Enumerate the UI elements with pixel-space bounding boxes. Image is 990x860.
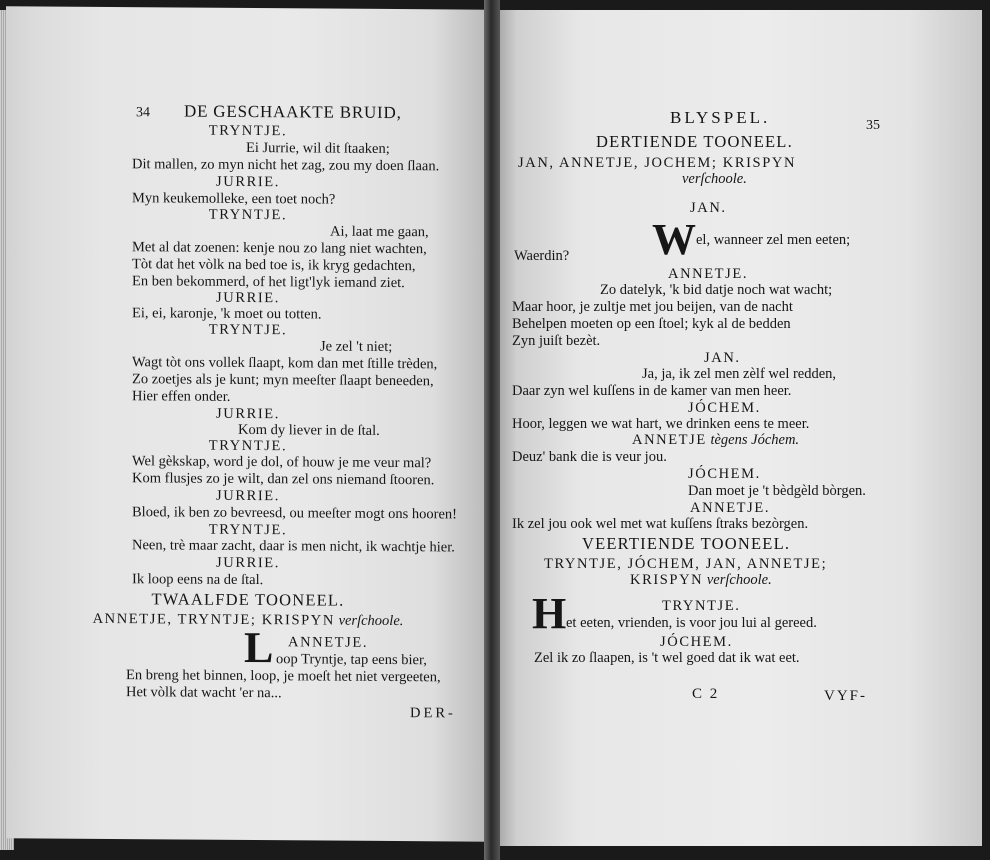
- drop-cap: W: [652, 215, 696, 264]
- drop-cap: H: [532, 589, 567, 638]
- scene-cast-line: [630, 572, 772, 588]
- verse-line: Dan moet je 't bèdgèld bòrgen.: [688, 483, 866, 499]
- scene-title: VEERTIENDE TOONEEL.: [582, 534, 791, 553]
- verse-line: Myn keukemolleke, een toet noch?: [132, 190, 336, 208]
- verse-line: Dit mallen, zo myn nicht het zag, zou my doen ſlaan.: [132, 156, 440, 175]
- scene-title: TWAALFDE TOONEEL.: [151, 589, 345, 610]
- running-head: DE GESCHAAKTE BRUID,: [184, 101, 402, 123]
- verse-line: Maar hoor, je zultje met jou beijen, van de nacht: [512, 299, 793, 315]
- signature-mark: C 2: [692, 686, 720, 702]
- verse-line: Kom flusjes zo je wilt, dan zel ons niemand ſtooren.: [132, 470, 435, 489]
- speaker-with-direction: [632, 432, 799, 448]
- page-number: 35: [866, 118, 880, 133]
- verse-line: Tòt dat het vòlk na bed toe is, ik kryg gedachten,: [132, 256, 416, 275]
- speaker: JÓCHEM.: [660, 634, 733, 650]
- verse-line: Wagt tòt ons vollek ſlaapt, kom dan met ſtille trèden,: [132, 354, 438, 373]
- verse-line: En breng het binnen, loop, je moeſt het niet vergeeten,: [126, 667, 441, 686]
- speaker: JAN.: [690, 200, 727, 216]
- speaker: JURRIE.: [216, 173, 280, 191]
- verse-line: En ben bekommerd, of het ligt'lyk iemand ziet.: [132, 273, 405, 292]
- speaker: TRYNTJE.: [208, 321, 288, 339]
- verse-line: Daar zyn wel kuſſens in de kamer van men heer.: [512, 383, 792, 399]
- scene-cast-names: KRISPYN: [630, 572, 704, 588]
- speaker: TRYNTJE.: [208, 521, 288, 539]
- verse-line: Neen, trè maar zacht, daar is men nicht, ik wachtje hier.: [132, 537, 455, 556]
- verse-line: Bloed, ik ben zo bevreesd, ou meeſter mogt ons hooren!: [132, 504, 457, 523]
- scene-cast-note: verſchoole.: [682, 171, 747, 187]
- speaker: TRYNTJE.: [208, 437, 288, 455]
- verse-line: Ik loop eens na de ſtal.: [132, 571, 264, 589]
- verse-line: Deuz' bank die is veur jou.: [512, 449, 667, 465]
- speaker: JAN.: [704, 350, 741, 366]
- verse-line: Hier effen onder.: [132, 388, 231, 405]
- verse-line: Ja, ja, ik zel men zèlf wel redden,: [642, 366, 837, 382]
- speaker: JURRIE.: [216, 405, 280, 423]
- verse-line: Met al dat zoenen: kenje nou zo lang niet wachten,: [132, 239, 427, 258]
- verse-line: Hoor, leggen we wat hart, we drinken eens te meer.: [512, 416, 810, 432]
- speaker: JURRIE.: [216, 487, 280, 505]
- verse-line: Zel ik zo ſlaapen, is 't wel goed dat ik wat eet.: [534, 650, 800, 666]
- catchword: VYF-: [824, 688, 868, 704]
- scene-title: DERTIENDE TOONEEL.: [596, 132, 793, 151]
- verse-line: oop Tryntje, tap eens bier,: [276, 651, 427, 669]
- speaker: TRYNTJE.: [208, 122, 288, 140]
- speaker: JURRIE.: [216, 289, 280, 307]
- catchword: DER-: [410, 705, 456, 722]
- book-gutter: [484, 0, 500, 860]
- speaker: ANNETJE: [632, 432, 707, 448]
- verse-line: Ai, laat me gaan,: [330, 223, 429, 241]
- speaker: ANNETJE.: [668, 266, 749, 282]
- verse-line: Zo zoetjes als je kunt; myn meeſter ſlaapt beneeden,: [132, 371, 434, 390]
- left-page: [6, 6, 490, 841]
- scene-cast: JAN, ANNETJE, JOCHEM; KRISPYN: [518, 155, 797, 171]
- speaker: TRYNTJE.: [208, 206, 288, 224]
- speaker: JURRIE.: [216, 554, 280, 572]
- speaker: TRYNTJE.: [662, 598, 741, 614]
- scene-cast-names: ANNETJE, TRYNTJE; KRISPYN: [92, 610, 335, 629]
- verse-line: Kom dy liever in de ſtal.: [238, 421, 380, 439]
- speaker: JÓCHEM.: [688, 466, 761, 482]
- verse-line: et eeten, vrienden, is voor jou lui al gereed.: [566, 615, 817, 631]
- scene-cast-note: verſchoole.: [706, 572, 772, 588]
- speaker: ANNETJE.: [690, 500, 771, 516]
- verse-line: Zyn juiſt bezèt.: [512, 333, 601, 349]
- verse-line: Waerdin?: [514, 248, 570, 264]
- verse-line: el, wanneer zel men eeten;: [696, 232, 851, 248]
- verse-line: Het vòlk dat wacht 'er na...: [126, 684, 282, 702]
- page-number: 34: [136, 105, 150, 121]
- verse-line: Ei, ei, karonje, 'k moet ou totten.: [132, 305, 322, 323]
- verse-line: Wel gèkskap, word je dol, of houw je me veur mal?: [132, 453, 432, 472]
- right-page: [492, 10, 982, 846]
- speaker: JÓCHEM.: [688, 400, 761, 416]
- verse-line: Zo datelyk, 'k bid datje noch wat wacht;: [600, 282, 833, 298]
- running-head: BLYSPEL.: [670, 108, 771, 127]
- verse-line: Behelpen moeten op een ſtoel; kyk al de bedden: [512, 316, 791, 332]
- stage-direction: tègens Jóchem.: [710, 432, 800, 448]
- speaker: ANNETJE.: [288, 634, 369, 651]
- scene-cast-note: verſchoole.: [338, 612, 404, 630]
- verse-line: Ik zel jou ook wel met wat kuſſens ſtraks bezòrgen.: [512, 516, 809, 532]
- scene-cast: TRYNTJE, JÓCHEM, JAN, ANNETJE;: [544, 556, 828, 572]
- verse-line: Ei Jurrie, wil dit ſtaaken;: [246, 139, 390, 157]
- drop-cap: L: [244, 622, 274, 673]
- verse-line: Je zel 't niet;: [320, 338, 393, 356]
